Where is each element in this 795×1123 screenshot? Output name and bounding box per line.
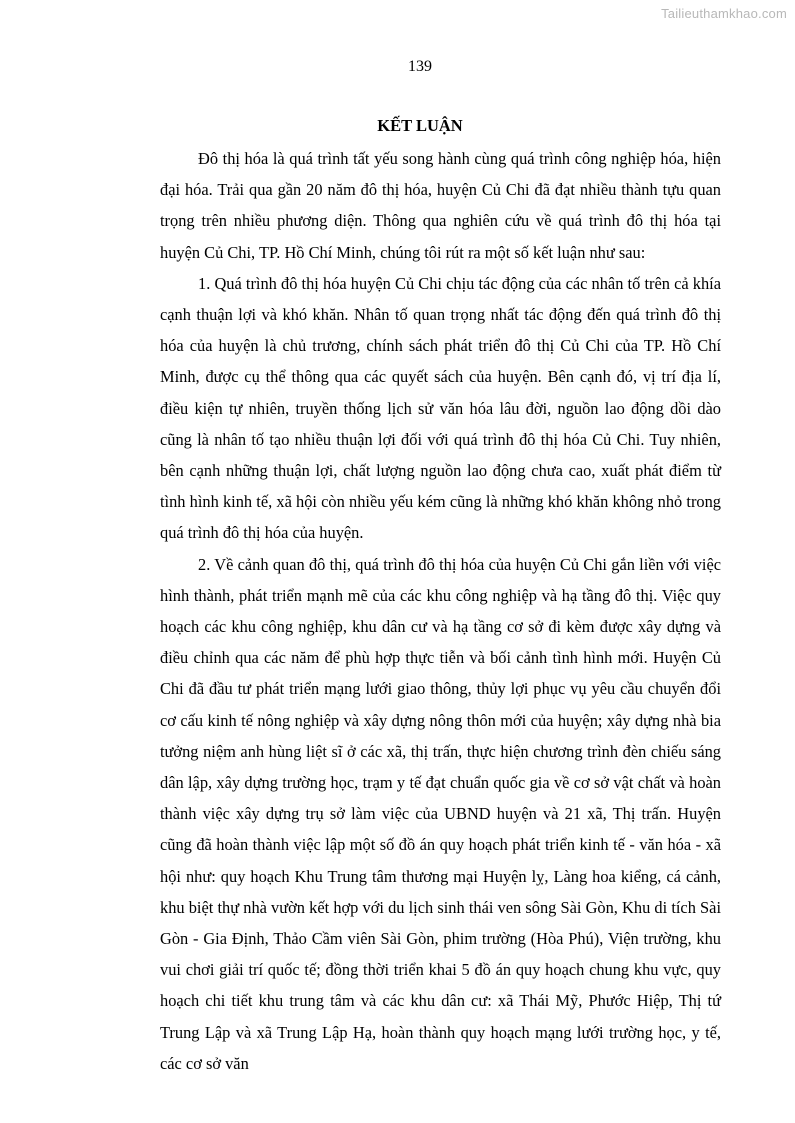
body-text (160, 143, 721, 1079)
page-number: 139 (408, 58, 432, 75)
paragraph-conclusion-1: 1. Quá trình đô thị hóa huyện Củ Chi chịu tác động của các nhân tố trên cả khía cạnh thuận lợi và khó khăn. Nhân tố quan trọng nhất tác động đến quá trình đô thị hóa của huyện là chủ trương, chính sách phát triển đô thị Củ Chi của TP. Hồ Chí Minh, được cụ thể thông qua các quyết sách của huyện. Bên cạnh đó, vị trí địa lí, điều kiện tự nhiên, truyền thống lịch sử văn hóa lâu đời, nguồn lao động dồi dào cũng là nhân tố tạo nhiều thuận lợi đối với quá trình đô thị hóa Củ Chi. Tuy nhiên, bên cạnh những thuận lợi, chất lượng nguồn lao động chưa cao, xuất phát điểm từ tình hình kinh tế, xã hội còn nhiều yếu kém cũng là những khó khăn không nhỏ trong quá trình đô thị hóa của huyện. (160, 273, 721, 543)
page-title: KẾT LUẬN (377, 116, 463, 135)
paragraph-conclusion-2: 2. Về cảnh quan đô thị, quá trình đô thị hóa của huyện Củ Chi gắn liền với việc hình thành, phát triển mạnh mẽ của các khu công nghiệp và hạ tầng đô thị. Việc quy hoạch các khu công nghiệp, khu dân cư và hạ tầng cơ sở đi kèm được xây dựng và điều chỉnh qua các năm để phù hợp thực tiễn và bối cảnh tình hình mới. Huyện Củ Chi đã đầu tư phát triển mạng lưới giao thông, thủy lợi phục vụ yêu cầu chuyển đổi cơ cấu kinh tế nông nghiệp và xây dựng nông thôn mới của huyện; xây dựng nhà bia tưởng niệm anh hùng liệt sĩ ở các xã, thị trấn, thực hiện chương trình đèn chiếu sáng dân lập, xây dựng trường học, trạm y tế đạt chuẩn quốc gia về cơ sở vật chất và hoàn thành việc xây dựng trụ sở làm việc của UBND huyện và 21 xã, Thị trấn. Huyện cũng đã hoàn thành việc lập một số đồ án quy hoạch phát triển kinh tế - văn hóa - xã hội như: quy hoạch Khu Trung tâm thương mại Huyện lỵ, Làng hoa kiểng, cá cảnh, khu biệt thự nhà vườn kết hợp với du lịch sinh thái ven sông Sài Gòn, Khu di tích Sài Gòn - Gia Định, Thảo Cầm viên Sài Gòn, phim trường (Hòa Phú), Viện trường, khu vui chơi giải trí quốc tế; đồng thời triển khai 5 đồ án quy hoạch chung khu vực, quy hoạch chi tiết khu trung tâm và các khu dân cư: xã Thái Mỹ, Phước Hiệp, Thị tứ Trung Lập và xã Trung Lập Hạ, hoàn thành quy hoạch mạng lưới trường học, y tế, các cơ sở văn (160, 554, 721, 1073)
watermark-text: Tailieuthamkhao.com (661, 6, 787, 21)
paragraph-intro: Đô thị hóa là quá trình tất yếu song hành cùng quá trình công nghiệp hóa, hiện đại hóa. Trải qua gần 20 năm đô thị hóa, huyện Củ Chi đã đạt nhiều thành tựu quan trọng trên nhiều phương diện. Thông qua nghiên cứu về quá trình đô thị hóa tại huyện Củ Chi, TP. Hồ Chí Minh, chúng tôi rút ra một số kết luận như sau: (160, 149, 721, 262)
